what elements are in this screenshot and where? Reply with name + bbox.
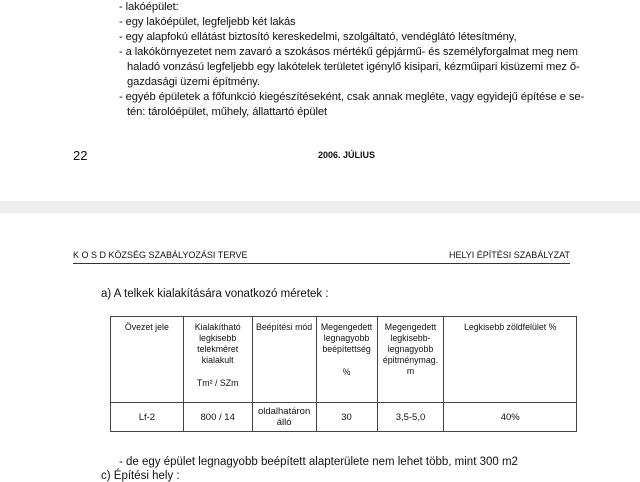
header-line: legkisebb-: [390, 333, 431, 343]
header-line: épitménymag.: [382, 355, 439, 365]
list-line-6: gazdasági üzemi építmény.: [127, 76, 260, 88]
table-cell: 30: [316, 403, 377, 432]
header-line: legnagyobb: [387, 344, 434, 354]
list-line-7: - egyéb épületek a főfunkció kiegészítéseként, csak annak megléte, vagy egyidejű építése e se-: [119, 91, 585, 103]
table-header-row: [111, 317, 577, 403]
list-line-8: tén: tárolóépület, műhely, állattartó épület: [127, 106, 328, 118]
header-line: Legkisebb zöldfelület %: [464, 322, 557, 332]
page-separator: [0, 201, 640, 213]
max-footprint-note: - de egy épület legnagyobb beépített alapterülete nem lehet több, mint 300 m2: [119, 456, 518, 468]
header-line: Megengedett: [320, 322, 373, 332]
header-max-coverage: [316, 317, 377, 403]
table-cell: Lf-2: [111, 403, 184, 432]
header-line: legnagyobb: [323, 333, 370, 343]
list-line-4: - a lakókörnyezetet nem zavaró a szokásos mértékű gépjármű- és személyforgalmat meg nem: [119, 46, 578, 58]
footer-date: 2006. JÚLIUS: [318, 150, 376, 160]
list-line-2: - egy lakóépület, legfeljebb két lakás: [119, 16, 296, 28]
header-line: legkisebb: [199, 333, 237, 343]
header-line: Beépítési mód: [255, 322, 313, 332]
table-cell: 40%: [444, 403, 577, 432]
section-a-title: a) A telkek kialakítására vonatkozó méretek :: [101, 288, 329, 300]
header-line: beépítettség: [322, 344, 371, 354]
table-cell: 3,5-5,0: [377, 403, 444, 432]
header-line: kialakult: [201, 355, 234, 365]
header-line: m: [406, 366, 415, 376]
footer-page-number: 22: [73, 148, 88, 163]
header-zone-code: [111, 317, 184, 403]
list-line-1: - lakóépület:: [119, 1, 179, 13]
list-line-5: haladó vonzású legfeljebb egy lakótelek területet igénylő kisipari, kézműipari kisüzemi mez ő-: [127, 61, 580, 73]
header-line: Megengedett: [384, 322, 437, 332]
header-min-green-area: [444, 317, 577, 403]
upper-page: [0, 0, 640, 200]
table-row: [111, 403, 577, 432]
header-line: Kialakítható: [194, 322, 241, 332]
table-cell: oldalhatáron álló: [252, 403, 316, 432]
header-rule: [73, 263, 570, 264]
header-building-height: [377, 317, 444, 403]
header-building-mode: [252, 317, 316, 403]
header-min-plot-size: [183, 317, 252, 403]
header-unit: %: [342, 367, 351, 377]
header-line: Övezet jele: [124, 322, 169, 332]
table-cell: 800 / 14: [183, 403, 252, 432]
parameters-table: [110, 316, 577, 432]
section-c-title: c) Építési hely :: [101, 470, 180, 482]
header-line: telekméret: [197, 344, 239, 354]
list-line-3: - egy alapfokú ellátást biztosító kereskedelmi, szolgáltató, vendéglátó létesítmény,: [119, 31, 517, 43]
header-plan-title: K O S D KÖZSÉG SZABÁLYOZÁSI TERVE: [73, 250, 248, 260]
header-regulation-title: HELYI ÉPÍTÉSI SZABÁLYZAT: [448, 250, 570, 260]
header-unit: Tm² / SZm: [196, 378, 239, 388]
